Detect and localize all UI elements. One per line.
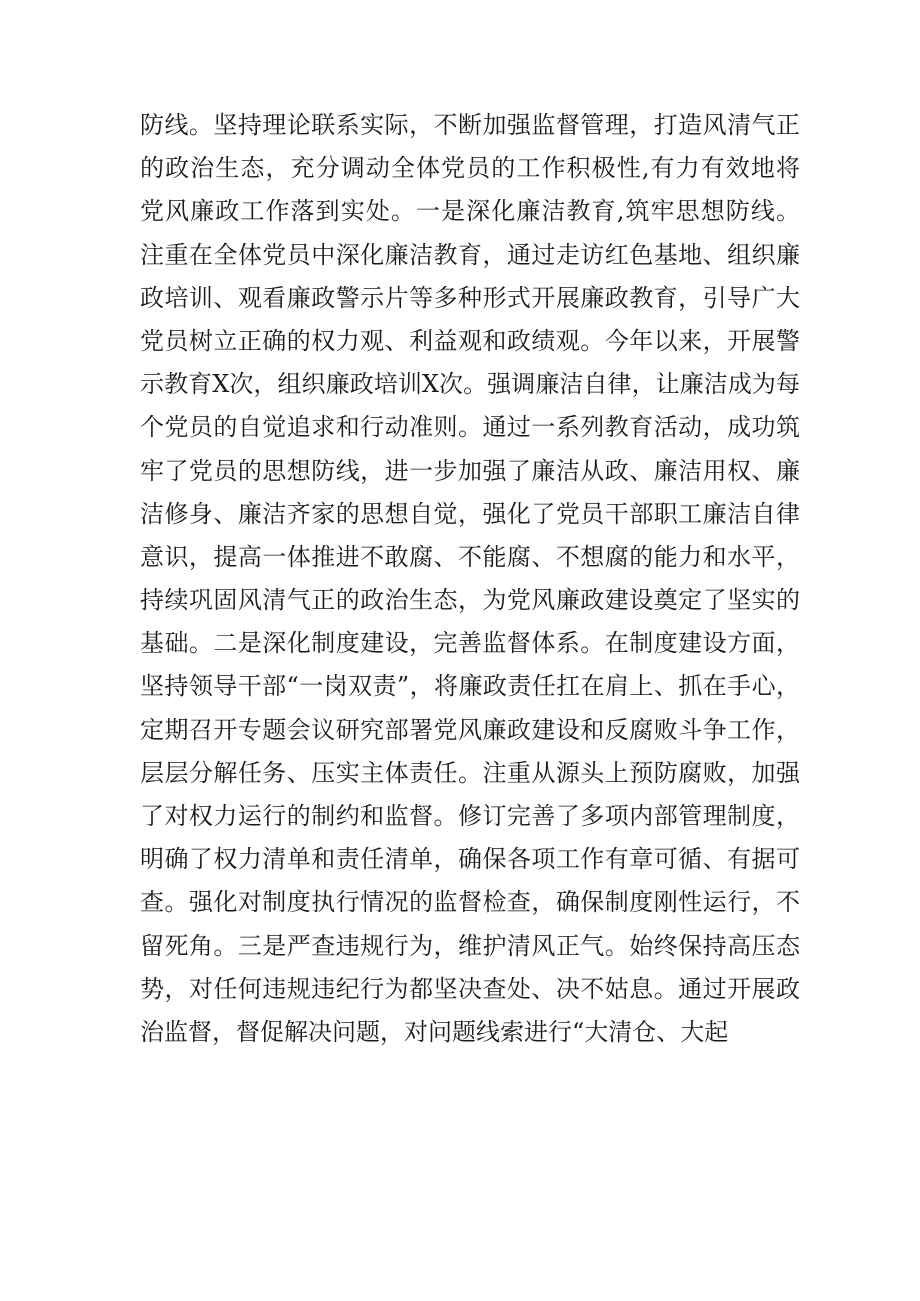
text-line: 势，对任何违规违纪行为都坚决查处、决不姑息。通过开展政 xyxy=(140,974,800,1003)
text-line: 防线。坚持理论联系实际，不断加强监督管理，打造风清气正 xyxy=(140,111,800,139)
text-line: 的政治生态，充分调动全体党员的工作积极性,有力有效地将 xyxy=(140,154,800,183)
text-line: 治监督，督促解决问题，对问题线索进行“大清仓、大起 xyxy=(140,1017,729,1046)
text-line: 个党员的自觉追求和行动准则。通过一系列教育活动，成功筑 xyxy=(140,413,800,442)
text-line: 定期召开专题会议研究部署党风廉政建设和反腐败斗争工作， xyxy=(140,715,800,744)
text-line: 党风廉政工作落到实处。一是深化廉洁教育,筑牢思想防线。 xyxy=(140,197,800,226)
body-paragraph xyxy=(140,104,800,1054)
text-line: 洁修身、廉洁齐家的思想自觉，强化了党员干部职工廉洁自律 xyxy=(140,499,800,528)
text-line: 注重在全体党员中深化廉洁教育，通过走访红色基地、组织廉 xyxy=(140,240,800,269)
text-line: 牢了党员的思想防线，进一步加强了廉洁从政、廉洁用权、廉 xyxy=(140,456,800,485)
text-line: 持续巩固风清气正的政治生态，为党风廉政建设奠定了坚实的 xyxy=(140,586,800,615)
text-line: 查。强化对制度执行情况的监督检查，确保制度刚性运行，不 xyxy=(140,888,800,917)
text-line: 明确了权力清单和责任清单，确保各项工作有章可循、有据可 xyxy=(140,845,800,874)
text-line: 示教育X次，组织廉政培训X次。强调廉洁自律，让廉洁成为每 xyxy=(140,370,800,399)
text-line: 留死角。三是严查违规行为，维护清风正气。始终保持高压态 xyxy=(140,931,800,960)
text-line: 意识，提高一体推进不敢腐、不能腐、不想腐的能力和水平， xyxy=(140,542,800,571)
text-line: 政培训、观看廉政警示片等多种形式开展廉政教育，引导广大 xyxy=(140,283,800,312)
text-line: 了对权力运行的制约和监督。修订完善了多项内部管理制度， xyxy=(140,802,800,830)
text-line: 党员树立正确的权力观、利益观和政绩观。今年以来，开展警 xyxy=(140,326,800,355)
text-line: 基础。二是深化制度建设，完善监督体系。在制度建设方面， xyxy=(140,629,800,658)
text-line: 层层分解任务、压实主体责任。注重从源头上预防腐败，加强 xyxy=(140,758,800,787)
text-line: 坚持领导干部“一岗双责”，将廉政责任扛在肩上、抓在手心， xyxy=(140,672,800,701)
